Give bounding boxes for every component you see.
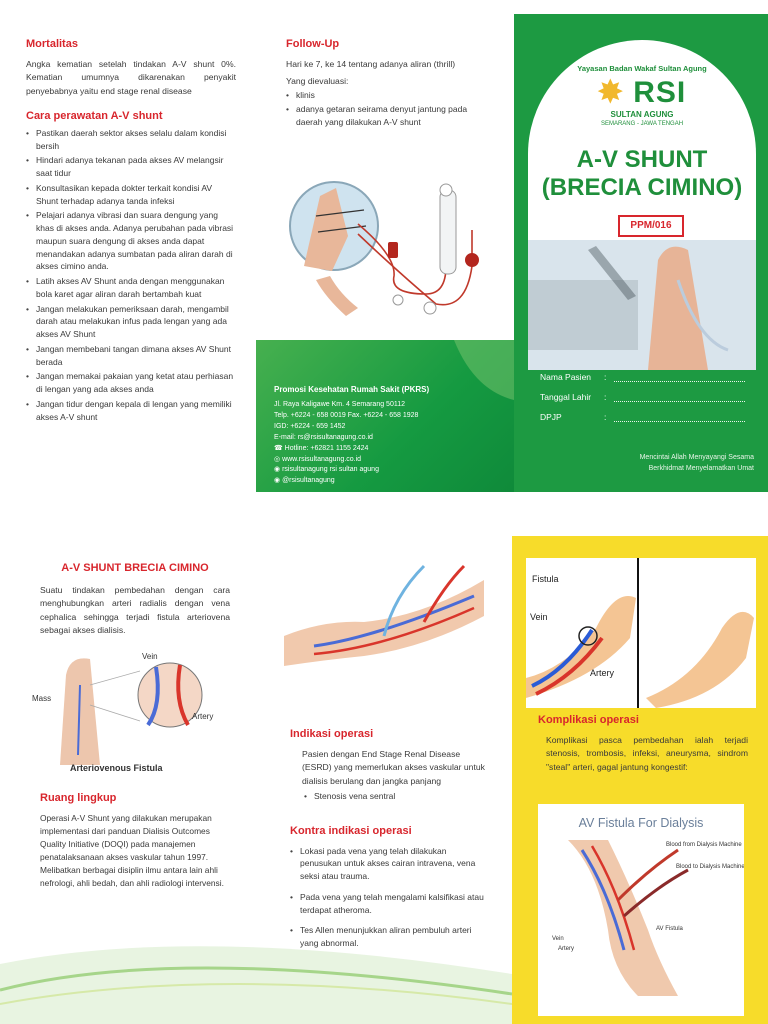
contact-address: Jl. Raya Kaligawe Km. 4 Semarang 50112: [274, 401, 405, 409]
followup-intro: Hari ke 7, ke 14 tentang adanya aliran (thrill): [286, 59, 456, 69]
title-line-2: (BRECIA CIMINO): [541, 174, 743, 202]
artery-label: Artery: [192, 712, 214, 722]
definition-text: Suatu tindakan pembedahan dengan cara menghubungkan arteri radialis dengan vena cephalica sehingga terjadi fistula arteriovena sebagai akses dialisis.: [40, 585, 230, 635]
contact-email: E-mail: rs@rsisultanagung.co.id: [274, 433, 373, 441]
indikasi-text: Pasien dengan End Stage Renal Disease (ESRD) yang memerlukan akses vaskular untuk dialisis berulang dan jangka panjang: [302, 749, 485, 786]
artery-label: Artery: [590, 668, 615, 678]
list-item: • Jangan tidur dengan kepala di lengan yang memiliki akses A-V shunt: [26, 398, 236, 424]
list-item: • Lokasi pada vena yang telah dilakukan penusukan untuk akses cairan intravena, vena seksi atau trauma.: [290, 845, 486, 883]
forearm-cannulation-figure: [284, 556, 484, 682]
followup-list: [286, 89, 484, 129]
figure-caption: Arteriovenous Fistula: [70, 763, 163, 774]
ornament-icon: [434, 340, 514, 400]
rsi-logotype: ✸ RSI: [597, 76, 687, 109]
vein-label: Vein: [530, 612, 548, 622]
followup-sub: Yang dievaluasi:: [286, 76, 349, 87]
list-item: • Pastikan daerah sektor akses selalu dalam kondisi bersih: [26, 127, 236, 153]
phone-icon: ☎: [274, 444, 285, 452]
logo-mark-icon: ✸: [597, 76, 624, 109]
artery-label: Artery: [558, 946, 575, 952]
ruang-text: Operasi A-V Shunt yang dilakukan merupakan implementasi dari panduan Dialisis Outcomes Quality Initiative (DOQI) pada manajemen penatalaksanaan akses vaskular tahun 1997. Melibatkan berbagai disiplin ilmu antara lain ahli nefrologi, ahli bedah, dan ahli radiologi intervensi.: [40, 813, 224, 889]
contact-igd: IGD: +6224 - 659 1452: [274, 423, 346, 431]
nama-label: Nama Pasien: [540, 372, 592, 382]
hospital-logo: [528, 64, 756, 127]
list-item: • Jangan memakai pakaian yang ketat atau perhiasan di lengan yang ada akses anda: [26, 370, 236, 396]
form-row-nama[interactable]: Nama Pasien :: [540, 372, 745, 382]
instagram-icon: ◉: [274, 477, 283, 485]
cover-arch: [528, 40, 756, 370]
contact-footer: [256, 340, 514, 492]
form-row-tanggal[interactable]: Tanggal Lahir :: [540, 392, 745, 402]
nama-field[interactable]: [614, 372, 745, 382]
list-item: • Latih akses AV Shunt anda dengan menggunakan bola karet agar aliran darah bertambah kuat: [26, 275, 236, 301]
hospital-location: SEMARANG - JAWA TENGAH: [600, 121, 684, 127]
blood-from-label: Blood from Dialysis Machine: [666, 842, 742, 848]
av-fistula-figure: [30, 645, 230, 775]
form-row-dpjp[interactable]: DPJP :: [540, 412, 745, 422]
followup-heading: Follow-Up: [286, 38, 340, 50]
perawatan-list: [26, 127, 236, 424]
foundation-name: Yayasan Badan Wakaf Sultan Agung: [577, 64, 707, 73]
surgery-photo: [528, 240, 756, 370]
sultan-agung: SULTAN AGUNG: [610, 110, 674, 119]
list-item: • Konsultasikan kepada dokter terkait kondisi AV Shunt terhadap adanya tanda infeksi: [26, 182, 236, 208]
list-item: • Tes Allen menunjukkan aliran pembuluh arteri yang abnormal.: [290, 924, 486, 950]
contact-instagram: @rsisultanagung: [282, 477, 335, 485]
komplikasi-section: [538, 714, 748, 774]
vein-label: Vein: [552, 936, 564, 942]
list-item: • Jangan melakukan pemeriksaan darah, mengambil darah atau melakukan infus pada lengan yang ada akses AV Shunt: [26, 303, 236, 341]
av-fistula-label: AV Fistula: [656, 926, 683, 932]
list-item: • Pelajari adanya vibrasi dan suara dengung yang khas di akses anda. Adanya perubahan pada vibrasi maupun suara dengung di akses anda dapat menandakan adanya sumbatan pada aliran darah di akses cimino anda.: [26, 209, 236, 273]
perawatan-heading: Cara perawatan A-V shunt: [26, 109, 163, 122]
indikasi-heading: Indikasi operasi: [290, 728, 374, 740]
mass-label: Mass: [32, 694, 52, 704]
document-code: PPM/016: [618, 215, 684, 237]
fistula-label: Fistula: [532, 574, 559, 584]
definition-title: A-V SHUNT BRECIA CIMINO: [61, 562, 209, 574]
komplikasi-text: Komplikasi pasca pembedahan ialah terjadi stenosis, trombosis, infeksi, aneurysma, sindrom "steal" arteri, gagal jantung kongestif:: [546, 735, 748, 772]
contact-phone: Telp. +6224 - 658 0019 Fax. +6224 - 658 1928: [274, 412, 419, 420]
title-line-1: A-V SHUNT: [576, 146, 708, 173]
tanggal-field[interactable]: [614, 392, 745, 402]
panel-mortalitas: [0, 0, 256, 492]
vein-label: Vein: [142, 652, 158, 662]
contact-hotline: Hotline: +62821 1155 2424: [284, 444, 369, 452]
mortalitas-heading: Mortalitas: [26, 38, 78, 50]
panel-followup: [256, 0, 514, 492]
list-item: • Jangan membebani tangan dimana akses AV Shunt berada: [26, 343, 236, 369]
ruang-heading: Ruang lingkup: [40, 792, 117, 805]
dpjp-label: DPJP: [540, 412, 562, 422]
list-item: • klinis: [286, 89, 484, 102]
list-item: • Stenosis vena sentral: [304, 790, 486, 803]
patient-form: [540, 372, 745, 432]
dialysis-circuit-illustration: [286, 176, 506, 326]
brochure-inside: [0, 536, 768, 1024]
list-item: • Pada vena yang telah mengalami kalsifikasi atau terdapat atheroma.: [290, 891, 486, 917]
contact-info: [274, 384, 429, 487]
list-item: • adanya getaran seirama denyut jantung pada daerah yang dilakukan A-V shunt: [286, 103, 484, 129]
contact-title: Promosi Kesehatan Rumah Sakit (PKRS): [274, 385, 430, 394]
panel-cover: [514, 14, 768, 492]
contact-social: rsisultanagung rsi sultan agung: [282, 466, 379, 474]
kontra-heading: Kontra indikasi operasi: [290, 824, 412, 837]
decorative-wave: [0, 904, 768, 1024]
globe-icon: ◎: [274, 455, 283, 463]
brochure-outside: [0, 0, 768, 492]
mortalitas-text: Angka kematian setelah tindakan A-V shunt 0%. Kematian umumnya dikarenakan penyakit penyebabnya yaitu end stage renal disease: [26, 59, 236, 96]
hospital-motto: Mencintai Allah Menyayangi Sesama Berkhidmat Menyelamatkan Umat: [639, 454, 754, 473]
indikasi-list: [290, 790, 486, 803]
blood-to-label: Blood to Dialysis Machine: [676, 864, 744, 870]
dpjp-field[interactable]: [614, 412, 745, 422]
fistula-hand-figure: [526, 558, 756, 708]
tanggal-label: Tanggal Lahir: [540, 392, 592, 402]
dialysis-figure-title: AV Fistula For Dialysis: [578, 816, 704, 830]
list-item: • Hindari adanya tekanan pada akses AV melangsir saat tidur: [26, 154, 236, 180]
contact-website[interactable]: www.rsisultanagung.co.id: [282, 455, 362, 463]
social-icon: ◉: [274, 466, 283, 474]
komplikasi-heading: Komplikasi operasi: [538, 714, 639, 726]
cover-title: [528, 146, 756, 203]
